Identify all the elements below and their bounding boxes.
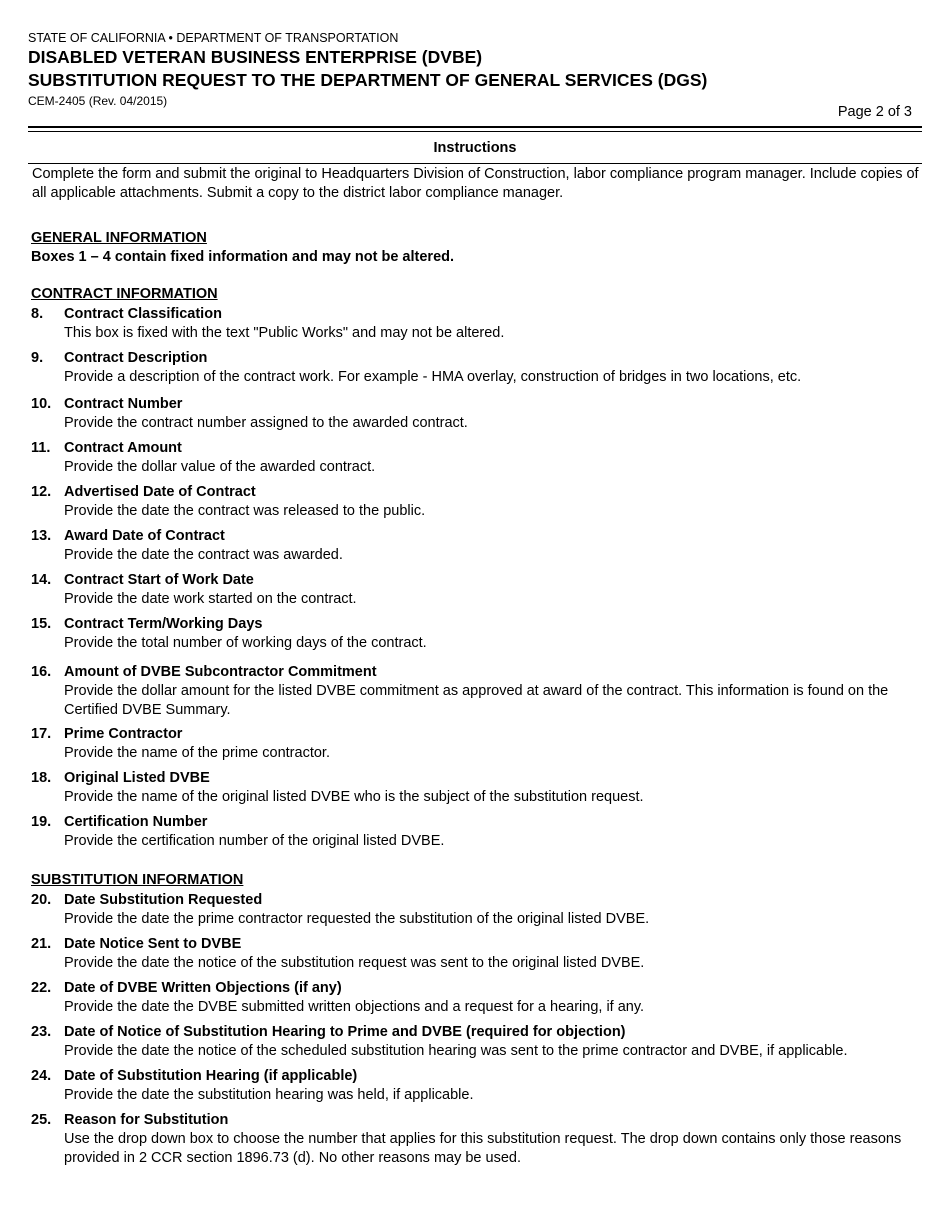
item-title: Contract Classification <box>64 306 222 322</box>
instructions-title: Instructions <box>433 140 517 156</box>
item-number: 17. <box>31 726 52 742</box>
item-number: 23. <box>31 1024 52 1040</box>
item-description: Provide the name of the original listed DVBE who is the subject of the substitution request. <box>64 789 644 805</box>
item-number: 14. <box>31 572 52 588</box>
item-number: 22. <box>31 980 52 996</box>
item-description: Provide the date the notice of the scheduled substitution hearing was sent to the prime contractor and DVBE, if applicable. <box>64 1043 848 1059</box>
form-number: CEM-2405 (Rev. 04/2015) <box>28 94 168 108</box>
item-number: 11. <box>31 440 51 456</box>
item-number: 25. <box>31 1112 52 1128</box>
item-title: Original Listed DVBE <box>64 770 210 786</box>
form-title-line1: DISABLED VETERAN BUSINESS ENTERPRISE (DVBE) <box>28 47 483 67</box>
instruction-item-24 <box>31 1067 921 1105</box>
item-title: Date of DVBE Written Objections (if any) <box>64 980 342 996</box>
form-title-line2: SUBSTITUTION REQUEST TO THE DEPARTMENT OF GENERAL SERVICES (DGS) <box>28 70 708 90</box>
item-number: 18. <box>31 770 52 786</box>
item-number: 12. <box>31 484 52 500</box>
item-description: Provide the date the substitution hearing was held, if applicable. <box>64 1087 474 1103</box>
item-number: 16. <box>31 664 52 680</box>
item-title: Date Notice Sent to DVBE <box>64 936 242 952</box>
item-number: 24. <box>31 1068 52 1084</box>
instruction-item-22 <box>31 979 921 1017</box>
item-description: Provide a description of the contract work. For example - HMA overlay, construction of bridges in two locations, etc. <box>64 369 802 385</box>
item-number: 13. <box>31 528 52 544</box>
item-title: Amount of DVBE Subcontractor Commitment <box>64 664 377 680</box>
page-number: Page 2 of 3 <box>837 104 912 120</box>
instruction-item-10 <box>31 395 921 433</box>
item-description: Use the drop down box to choose the number that applies for this substitution request. The drop down contains only those reasons provided in 2 CCR section 1896.73 (d). No other reasons may be used. <box>64 1131 902 1166</box>
item-title: Contract Number <box>64 396 183 412</box>
item-description: Provide the total number of working days of the contract. <box>64 635 427 651</box>
item-description: Provide the date the contract was released to the public. <box>64 503 426 519</box>
header-divider <box>28 126 922 128</box>
item-description: Provide the date the notice of the substitution request was sent to the original listed DVBE. <box>64 955 645 971</box>
item-description: Provide the date work started on the contract. <box>64 591 357 607</box>
item-number: 9. <box>31 350 44 366</box>
item-title: Award Date of Contract <box>64 528 225 544</box>
item-title: Date of Substitution Hearing (if applicable) <box>64 1068 358 1084</box>
item-title: Contract Start of Work Date <box>64 572 254 588</box>
instruction-item-14 <box>31 571 921 609</box>
instructions-divider <box>28 163 922 164</box>
item-title: Date Substitution Requested <box>64 892 263 908</box>
item-description: Provide the dollar value of the awarded contract. <box>64 459 376 475</box>
item-description: Provide the name of the prime contractor. <box>64 745 330 761</box>
instruction-item-21 <box>31 935 921 973</box>
instruction-item-11 <box>31 439 921 477</box>
item-description: Provide the date the DVBE submitted written objections and a request for a hearing, if any. <box>64 999 645 1015</box>
instruction-item-18 <box>31 769 921 807</box>
substitution-information-heading: SUBSTITUTION INFORMATION <box>31 872 244 888</box>
item-number: 8. <box>31 306 44 322</box>
item-description: This box is fixed with the text "Public Works" and may not be altered. <box>64 325 505 341</box>
instruction-item-20 <box>31 891 921 929</box>
general-information-heading: GENERAL INFORMATION <box>31 230 207 246</box>
instruction-item-23 <box>31 1023 921 1061</box>
instructions-text: Complete the form and submit the original to Headquarters Division of Construction, labor compliance program manager. Include copies of all applicable attachments. Submit a copy to the district labor compliance manager. <box>32 166 919 201</box>
contract-information-heading: CONTRACT INFORMATION <box>31 286 218 302</box>
item-number: 20. <box>31 892 52 908</box>
item-description: Provide the dollar amount for the listed DVBE commitment as approved at award of the contract. This information is found on the Certified DVBE Summary. <box>64 683 889 718</box>
instruction-item-8 <box>31 305 921 343</box>
instruction-item-15 <box>31 615 921 653</box>
item-number: 21. <box>31 936 52 952</box>
item-title: Prime Contractor <box>64 726 183 742</box>
item-title: Advertised Date of Contract <box>64 484 256 500</box>
item-number: 19. <box>31 814 52 830</box>
instruction-item-17 <box>31 725 921 763</box>
item-title: Date of Notice of Substitution Hearing to Prime and DVBE (required for objection) <box>64 1024 626 1040</box>
item-title: Contract Term/Working Days <box>64 616 263 632</box>
general-information-note: Boxes 1 – 4 contain fixed information and may not be altered. <box>31 249 455 265</box>
header-divider-thin <box>28 131 922 132</box>
item-title: Reason for Substitution <box>64 1112 229 1128</box>
item-description: Provide the certification number of the original listed DVBE. <box>64 833 445 849</box>
item-number: 10. <box>31 396 52 412</box>
item-description: Provide the date the prime contractor requested the substitution of the original listed DVBE. <box>64 911 650 927</box>
item-title: Contract Description <box>64 350 208 366</box>
item-title: Contract Amount <box>64 440 182 456</box>
item-number: 15. <box>31 616 52 632</box>
item-description: Provide the contract number assigned to the awarded contract. <box>64 415 468 431</box>
instruction-item-16 <box>31 663 921 720</box>
item-description: Provide the date the contract was awarded. <box>64 547 343 563</box>
instruction-item-19 <box>31 813 921 851</box>
instruction-item-12 <box>31 483 921 521</box>
agency-line: STATE OF CALIFORNIA • DEPARTMENT OF TRANSPORTATION <box>28 31 399 45</box>
instruction-item-13 <box>31 527 921 565</box>
instruction-item-9 <box>31 349 921 387</box>
instruction-item-25 <box>31 1111 921 1168</box>
item-title: Certification Number <box>64 814 208 830</box>
